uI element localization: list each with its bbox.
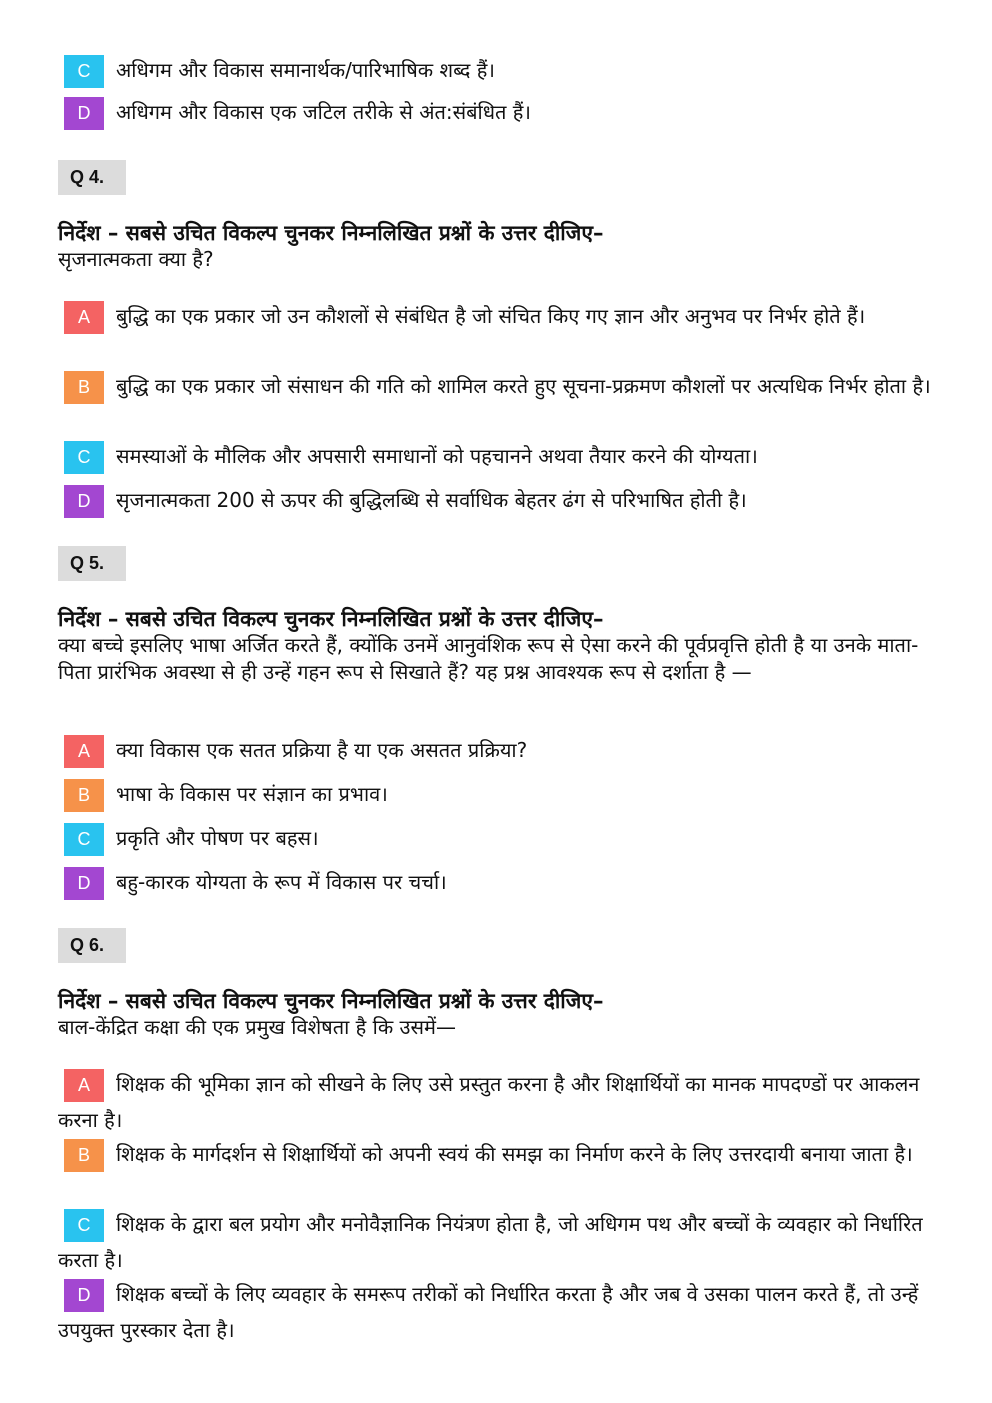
option-text: बुद्धि का एक प्रकार जो संसाधन की गति को शामिल करते हुए सूचना-प्रक्रमण कौशलों पर अत्यधिक निर्भर होता है। [116,374,931,398]
option-text: बहु-कारक योग्यता के रूप में विकास पर चर्चा। [116,870,447,894]
option-d-prev[interactable] [58,94,938,130]
option-a-q4[interactable] [58,298,938,334]
option-badge: C [64,823,104,856]
question-stem-q5: क्या बच्चे इसलिए भाषा अर्जित करते हैं, क्योंकि उनमें आनुवंशिक रूप से ऐसा करने की पूर्वप्रवृत्ति होती है या उनके माता-पिता प्रारंभिक अवस्था से ही उन्हें गहन रूप से सिखाते हैं? यह प्रश्न आवश्यक रूप से दर्शाता है — [58,633,919,684]
directive-q6: निर्देश – सबसे उचित विकल्प चुनकर निम्नलिखित प्रश्नों के उत्तर दीजिए– [58,989,604,1013]
question-stem-q4: सृजनात्मकता क्या है? [58,247,214,271]
option-d-q5[interactable] [58,864,938,900]
option-text: अधिगम और विकास समानार्थक/पारिभाषिक शब्द हैं। [116,58,495,82]
option-text: बुद्धि का एक प्रकार जो उन कौशलों से संबंधित है जो संचित किए गए ज्ञान और अनुभव पर निर्भर होते हैं। [116,304,866,328]
option-text: समस्याओं के मौलिक और अपसारी समाधानों को पहचानने अथवा तैयार करने की योग्यता। [116,444,758,468]
option-b-q5[interactable] [58,776,938,812]
option-text: अधिगम और विकास एक जटिल तरीके से अंत:संबंधित हैं। [116,100,531,124]
option-badge: D [64,1279,104,1312]
option-text: शिक्षक बच्चों के लिए व्यवहार के समरूप तरीकों को निर्धारित करता है और जब वे उसका पालन करते हैं, तो उन्हें उपयुक्त पुरस्कार देता है। [58,1282,919,1342]
option-c-prev[interactable] [58,52,938,88]
option-c-q5[interactable] [58,820,938,856]
option-badge: B [64,779,104,812]
question-label-q6: Q 6. [58,928,126,963]
option-badge: D [64,867,104,900]
option-c-q6[interactable] [58,1206,938,1278]
directive-q4: निर्देश – सबसे उचित विकल्प चुनकर निम्नलिखित प्रश्नों के उत्तर दीजिए– [58,221,604,245]
question-label-q5: Q 5. [58,546,126,581]
option-badge: C [64,55,104,88]
option-d-q6[interactable] [58,1276,938,1348]
option-d-q4[interactable] [58,482,938,518]
option-text: भाषा के विकास पर संज्ञान का प्रभाव। [116,782,388,806]
option-a-q6[interactable] [58,1066,938,1138]
option-text: सृजनात्मकता 200 से ऊपर की बुद्धिलब्धि से सर्वाधिक बेहतर ढंग से परिभाषित होती है। [116,488,747,512]
directive-q5: निर्देश – सबसे उचित विकल्प चुनकर निम्नलिखित प्रश्नों के उत्तर दीजिए– [58,607,604,631]
option-badge: D [64,485,104,518]
option-text: शिक्षक के द्वारा बल प्रयोग और मनोवैज्ञानिक नियंत्रण होता है, जो अधिगम पथ और बच्चों के व्यवहार को निर्धारित करता है। [58,1212,923,1272]
option-badge: A [64,735,104,768]
option-text: प्रकृति और पोषण पर बहस। [116,826,319,850]
option-badge: B [64,371,104,404]
option-badge: B [64,1139,104,1172]
option-badge: A [64,1069,104,1102]
option-text: शिक्षक के मार्गदर्शन से शिक्षार्थियों को अपनी स्वयं की समझ का निर्माण करने के लिए उत्तरदायी बनाया जाता है। [116,1142,913,1166]
question-label-q4: Q 4. [58,160,126,195]
option-b-q4[interactable] [58,368,938,404]
option-b-q6[interactable] [58,1136,938,1172]
question-stem-q6: बाल-केंद्रित कक्षा की एक प्रमुख विशेषता है कि उसमें— [58,1015,456,1039]
option-a-q5[interactable] [58,732,938,768]
option-badge: C [64,441,104,474]
option-c-q4[interactable] [58,438,938,474]
option-text: शिक्षक की भूमिका ज्ञान को सीखने के लिए उसे प्रस्तुत करना है और शिक्षार्थियों का मानक मापदण्डों पर आकलन करना है। [58,1072,920,1132]
option-badge: D [64,97,104,130]
option-text: क्या विकास एक सतत प्रक्रिया है या एक असतत प्रक्रिया? [116,738,528,762]
option-badge: A [64,301,104,334]
option-badge: C [64,1209,104,1242]
